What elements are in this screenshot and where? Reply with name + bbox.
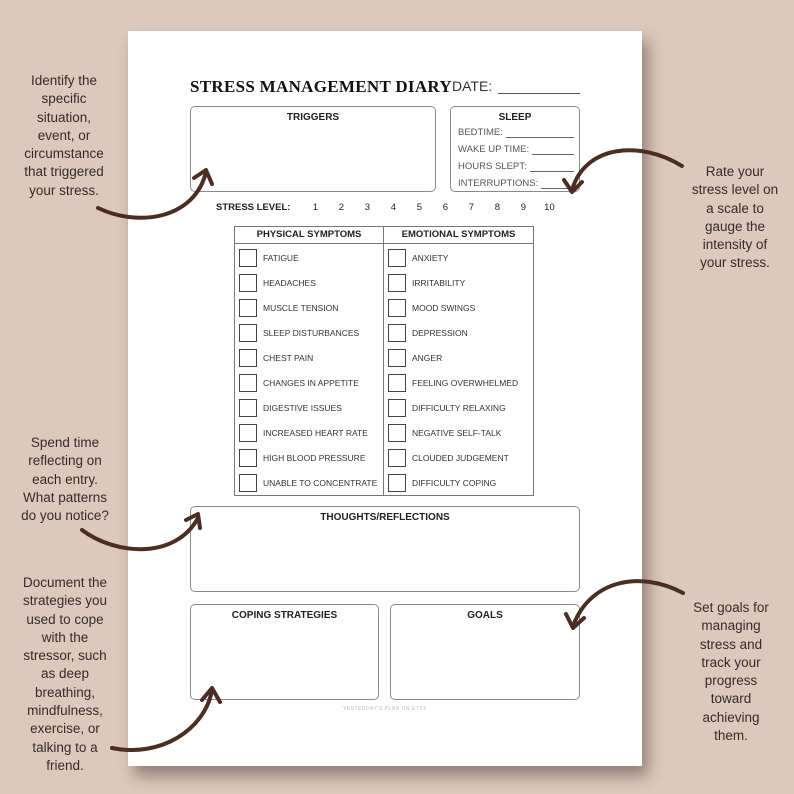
coping-title: COPING STRATEGIES [231,610,338,621]
symptom-label: SLEEP DISTURBANCES [263,327,360,338]
note-line: Rate your [705,164,765,179]
symptoms-table-header [235,227,533,244]
checkbox[interactable] [239,299,257,317]
note-line: What patterns [22,489,108,505]
stress-level-option[interactable]: 9 [520,202,527,213]
note-line: intensity of [702,237,768,253]
checkbox[interactable] [239,349,257,367]
stress-level-option[interactable]: 7 [468,202,475,213]
emotional-symptom-item [384,445,533,470]
checkbox[interactable] [239,374,257,392]
note-goals [676,599,786,745]
symptoms-table [234,226,534,496]
sleep-title: SLEEP [498,112,532,123]
sleep-field-label: WAKE UP TIME: [458,144,530,155]
note-line: used to cope [26,611,104,627]
note-line: Identify the [30,73,98,88]
triggers-box[interactable] [190,106,436,192]
symptom-label: DIFFICULTY COPING [412,477,497,488]
symptom-label: IRRITABILITY [412,277,466,288]
stress-level-option[interactable]: 1 [312,202,319,213]
goals-title: GOALS [467,610,503,621]
note-line: Set goals for [693,600,769,615]
stress-level-option[interactable]: 5 [416,202,423,213]
note-line: talking to a [32,739,98,755]
stress-level-label: STRESS LEVEL: [216,202,291,213]
checkbox[interactable] [388,474,406,492]
emotional-symptom-item [384,320,533,345]
symptom-label: CLOUDED JUDGEMENT [412,452,509,463]
note-line: breathing, [34,684,96,700]
note-reflect [8,434,122,525]
checkbox[interactable] [388,399,406,417]
sleep-field-bedtime[interactable] [458,127,574,138]
physical-symptoms-column [235,244,384,495]
thoughts-title: THOUGHTS/REFLECTIONS [320,512,450,523]
emotional-symptoms-column [384,244,533,495]
note-line: reflecting on [28,453,102,469]
sleep-field-label: INTERRUPTIONS: [458,178,539,189]
note-line: your stress. [29,182,99,198]
date-label: DATE: [452,78,493,94]
symptom-label: DIGESTIVE ISSUES [263,402,342,413]
checkbox[interactable] [388,299,406,317]
symptom-label: MUSCLE TENSION [263,302,339,313]
symptom-label: INCREASED HEART RATE [263,427,368,438]
sleep-box [450,106,580,192]
thoughts-box[interactable] [190,506,580,592]
checkbox[interactable] [239,274,257,292]
note-line: toward [710,691,752,707]
note-line: a scale to [706,200,764,216]
stress-level-option[interactable]: 6 [442,202,449,213]
sleep-field-label: HOURS SLEPT: [458,161,527,172]
sleep-field-hours-slept[interactable] [458,161,574,172]
checkbox[interactable] [388,349,406,367]
note-line: stress and [699,636,763,652]
checkbox[interactable] [388,374,406,392]
checkbox[interactable] [239,399,257,417]
checkbox[interactable] [239,249,257,267]
note-line: stressor, such [23,648,107,664]
emotional-symptom-item [384,420,533,445]
diary-sheet [128,31,642,766]
symptom-label: MOOD SWINGS [412,302,476,313]
note-line: with the [41,629,89,645]
note-line: them. [714,728,748,744]
physical-symptoms-header: PHYSICAL SYMPTOMS [235,227,384,243]
checkbox[interactable] [239,449,257,467]
note-line: your stress. [700,255,770,271]
note-line: each entry. [32,471,98,487]
note-line: mindfulness, [27,703,103,719]
note-line: Document the [22,575,108,590]
symptom-label: ANXIETY [412,252,449,263]
note-line: specific [41,91,87,107]
note-line: that triggered [24,164,104,180]
checkbox[interactable] [388,249,406,267]
physical-symptom-item [235,420,383,445]
note-stress [676,163,794,273]
note-line: event, or [37,127,91,143]
sleep-field-wake-up-time[interactable] [458,144,574,155]
note-line: stress level on [691,182,779,198]
sleep-field-interruptions[interactable] [458,178,574,189]
stress-level-option[interactable]: 2 [338,202,345,213]
stress-level-option[interactable]: 10 [544,202,555,213]
note-line: Spend time [30,435,100,450]
symptom-label: FATIGUE [263,252,299,263]
sleep-field-label: BEDTIME: [458,127,503,138]
note-coping [8,574,122,775]
symptom-label: ANGER [412,352,443,363]
physical-symptom-item [235,445,383,470]
note-line: track your [701,654,761,670]
page-title: STRESS MANAGEMENT DIARY [190,77,452,96]
note-line: circumstance [24,146,104,162]
physical-symptom-item [235,295,383,320]
stress-level-option[interactable]: 8 [494,202,501,213]
checkbox[interactable] [388,324,406,342]
symptom-label: NEGATIVE SELF-TALK [412,427,502,438]
physical-symptom-item [235,245,383,270]
emotional-symptom-item [384,295,533,320]
note-line: exercise, or [30,721,100,737]
checkbox[interactable] [388,274,406,292]
note-line: progress [704,673,758,689]
symptom-label: FEELING OVERWHELMED [412,377,519,388]
note-line: situation, [36,109,92,125]
emotional-symptom-item [384,370,533,395]
physical-symptom-item [235,320,383,345]
checkbox[interactable] [388,449,406,467]
physical-symptom-item [235,470,383,495]
note-line: as deep [40,666,90,682]
symptom-label: CHEST PAIN [263,352,314,363]
note-line: strategies you [22,593,108,609]
physical-symptom-item [235,345,383,370]
stress-level-row [216,202,562,213]
date-field[interactable] [498,93,580,94]
note-triggers [8,72,120,200]
triggers-title: TRIGGERS [286,112,340,123]
symptom-label: HIGH BLOOD PRESSURE [263,452,366,463]
emotional-symptom-item [384,270,533,295]
stress-level-option[interactable]: 4 [390,202,397,213]
emotional-symptom-item [384,245,533,270]
symptom-label: HEADACHES [263,277,316,288]
coping-box[interactable] [190,604,379,700]
checkbox[interactable] [239,424,257,442]
note-line: do you notice? [21,508,109,524]
stress-level-option[interactable]: 3 [364,202,371,213]
note-line: friend. [46,757,84,773]
emotional-symptom-item [384,470,533,495]
emotional-symptom-item [384,345,533,370]
physical-symptom-item [235,395,383,420]
note-line: gauge the [704,218,766,234]
checkbox[interactable] [239,474,257,492]
physical-symptom-item [235,370,383,395]
checkbox[interactable] [388,424,406,442]
checkbox[interactable] [239,324,257,342]
note-line: managing [701,618,761,634]
physical-symptom-item [235,270,383,295]
watermark: YESTERDAY'S PLAN ON ETSY [343,706,427,712]
symptom-label: DEPRESSION [412,327,468,338]
note-line: achieving [702,709,760,725]
emotional-symptoms-header: EMOTIONAL SYMPTOMS [401,229,516,240]
emotional-symptom-item [384,395,533,420]
symptom-label: DIFFICULTY RELAXING [412,402,506,413]
goals-box[interactable] [390,604,580,700]
symptom-label: UNABLE TO CONCENTRATE [263,477,378,488]
symptom-label: CHANGES IN APPETITE [263,377,359,388]
